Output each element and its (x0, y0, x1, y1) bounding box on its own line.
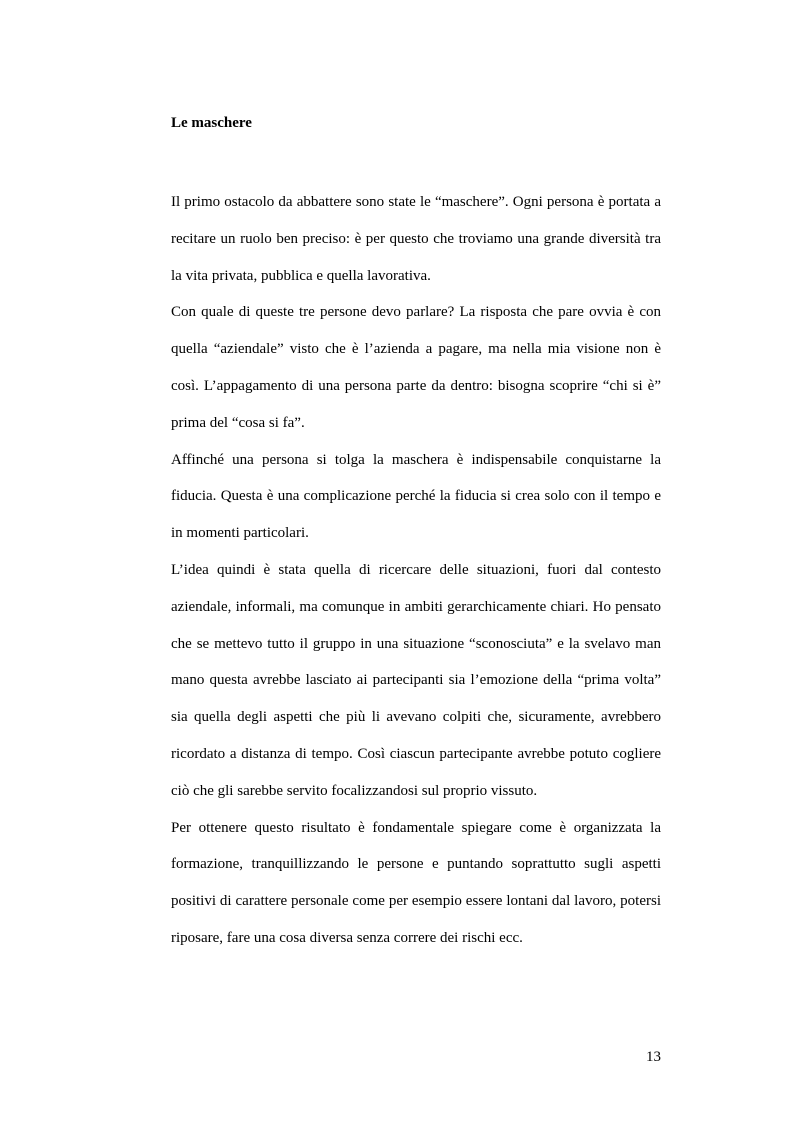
section-heading: Le maschere (171, 115, 252, 131)
paragraph: Affinché una persona si tolga la maschera è indispensabile conquistarne la fiducia. Questa è una complicazione perché la fiducia si crea solo con il tempo e in momenti particolari. (171, 451, 661, 542)
page-number: 13 (646, 1049, 661, 1065)
body-text (171, 184, 661, 957)
paragraph: Con quale di queste tre persone devo parlare? La risposta che pare ovvia è con quella “aziendale” visto che è l’azienda a pagare, ma nella mia visione non è così. L’appagamento di una persona parte da dentro: bisogna scoprire “chi si è” prima del “cosa si fa”. (171, 304, 661, 431)
paragraph: Il primo ostacolo da abbattere sono state le “maschere”. Ogni persona è portata a recitare un ruolo ben preciso: è per questo che troviamo una grande diversità tra la vita privata, pubblica e quella lavorativa. (171, 194, 661, 284)
paragraph: L’idea quindi è stata quella di ricercare delle situazioni, fuori dal contesto aziendale, informali, ma comunque in ambiti gerarchicamente chiari. Ho pensato che se mettevo tutto il gruppo in una situazione “sconosciuta” e la svelavo man mano questa avrebbe lasciato ai partecipanti sia l’emozione della “prima volta” sia quella degli aspetti che più li avevano colpiti che, sicuramente, avrebbero ricordato a distanza di tempo. Così ciascun partecipante avrebbe potuto cogliere ciò che gli sarebbe servito focalizzandosi sul proprio vissuto. (171, 561, 661, 799)
paragraph: Per ottenere questo risultato è fondamentale spiegare come è organizzata la formazione, tranquillizzando le persone e puntando soprattutto sugli aspetti positivi di carattere personale come per esempio essere lontani dal lavoro, potersi riposare, fare una cosa diversa senza correre dei rischi ecc. (171, 819, 661, 946)
